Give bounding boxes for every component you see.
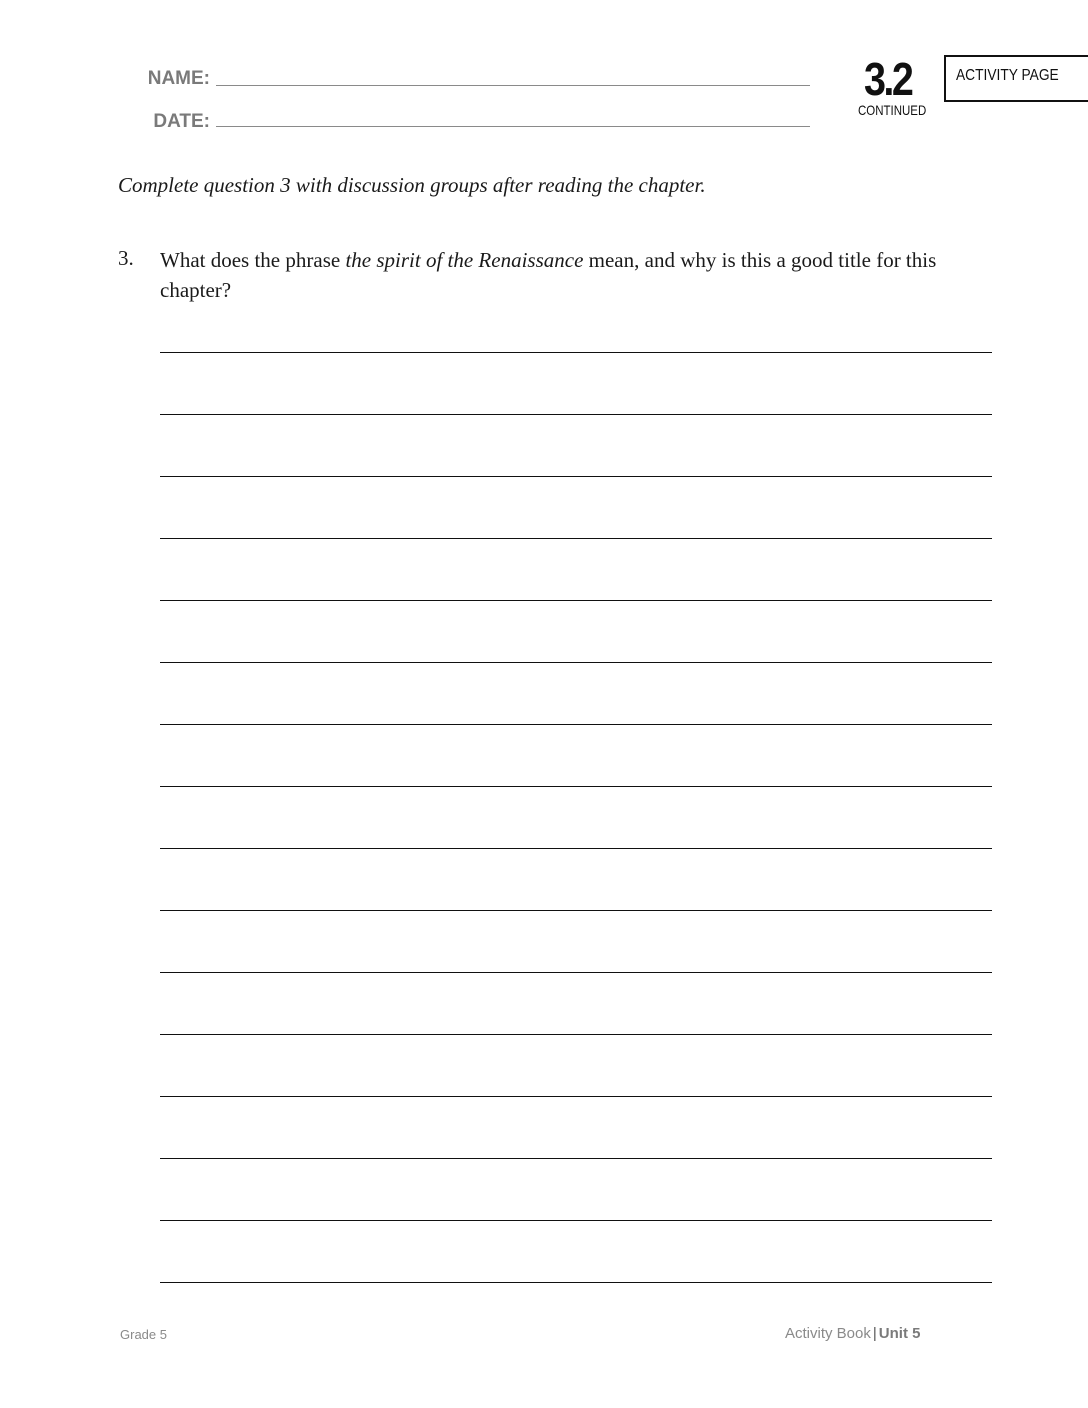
answer-line[interactable] bbox=[160, 662, 992, 663]
activity-page-box bbox=[944, 55, 1088, 102]
answer-line[interactable] bbox=[160, 1158, 992, 1159]
answer-line[interactable] bbox=[160, 352, 992, 353]
answer-line[interactable] bbox=[160, 1096, 992, 1097]
date-label: DATE: bbox=[153, 111, 210, 132]
answer-line[interactable] bbox=[160, 1034, 992, 1035]
continued-label: CONTINUED bbox=[858, 102, 927, 118]
footer-unit: Unit 5 bbox=[878, 1325, 921, 1342]
activity-number: 3.2 bbox=[864, 53, 912, 105]
question-text bbox=[160, 245, 980, 305]
question-text-start: What does the phrase bbox=[160, 248, 346, 272]
question-number: 3. bbox=[118, 246, 134, 270]
answer-line[interactable] bbox=[160, 538, 992, 539]
question-text-end: mean, and why is this a good title for this chapter? bbox=[160, 248, 937, 302]
answer-line[interactable] bbox=[160, 414, 992, 415]
answer-line[interactable] bbox=[160, 600, 992, 601]
footer-separator: | bbox=[872, 1325, 877, 1342]
answer-line[interactable] bbox=[160, 724, 992, 725]
date-field-line[interactable] bbox=[216, 126, 810, 127]
instructions: Complete question 3 with discussion groups after reading the chapter. bbox=[118, 173, 706, 197]
activity-page-label: ACTIVITY PAGE bbox=[956, 67, 1059, 84]
question-text-italic-phrase: the spirit of the Renaissance bbox=[345, 248, 584, 272]
footer-book: Activity Book bbox=[785, 1325, 871, 1342]
answer-line[interactable] bbox=[160, 972, 992, 973]
answer-line[interactable] bbox=[160, 848, 992, 849]
footer-grade: Grade 5 bbox=[120, 1327, 167, 1342]
answer-line[interactable] bbox=[160, 1282, 992, 1283]
footer-book-unit bbox=[785, 1325, 920, 1342]
name-field-line[interactable] bbox=[216, 85, 810, 86]
answer-line[interactable] bbox=[160, 476, 992, 477]
answer-line[interactable] bbox=[160, 1220, 992, 1221]
name-label: NAME: bbox=[147, 68, 210, 89]
answer-line[interactable] bbox=[160, 910, 992, 911]
answer-line[interactable] bbox=[160, 786, 992, 787]
